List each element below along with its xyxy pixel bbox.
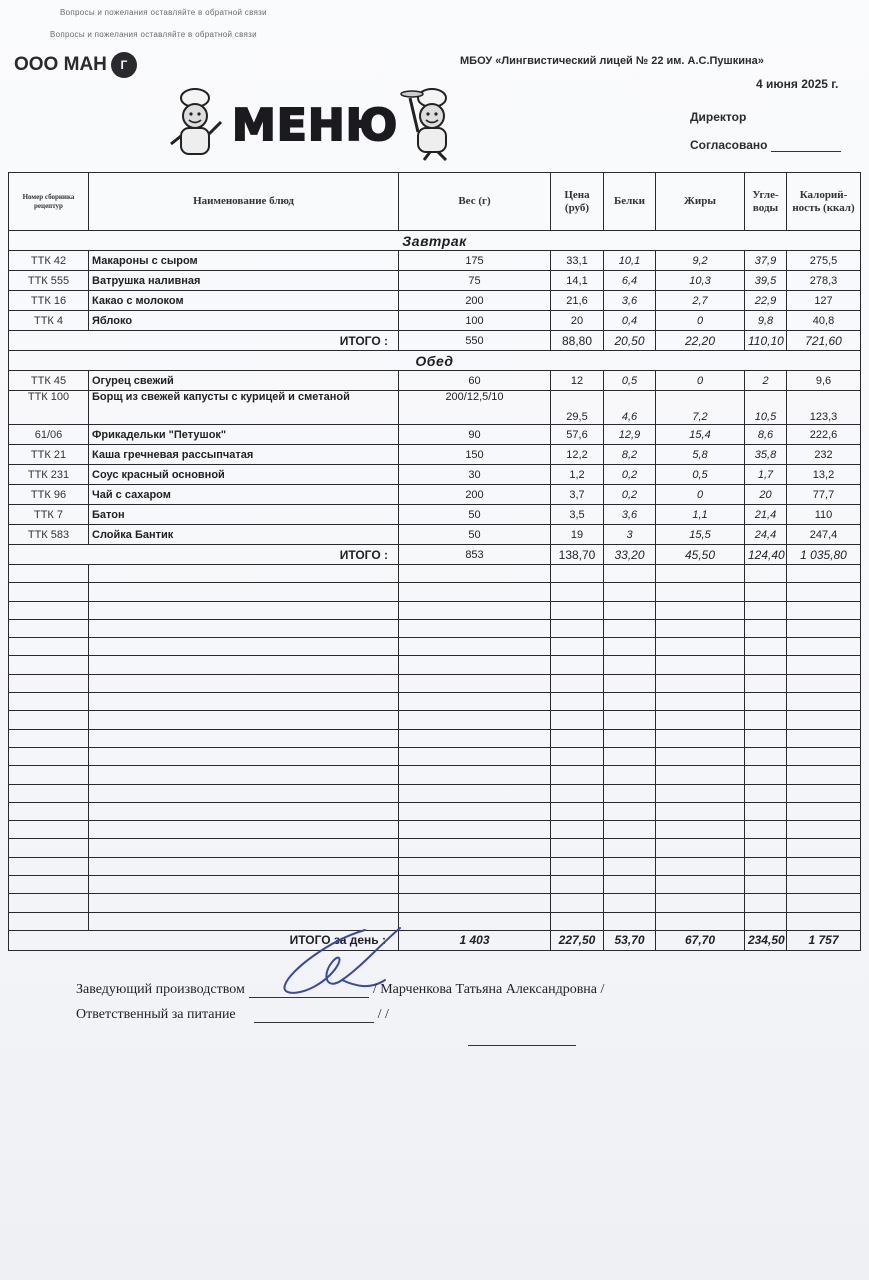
dish-protein: 6,4 [604,271,656,291]
dish-calories: 247,4 [787,525,861,545]
approved-label: Согласовано [690,138,768,152]
dish-code: ТТК 96 [9,485,89,505]
dish-protein: 0,2 [604,485,656,505]
dish-calories: 40,8 [787,311,861,331]
dish-code: ТТК 100 [9,391,89,425]
table-row [9,391,861,425]
dish-fat: 15,5 [656,525,745,545]
total-carbs: 110,10 [745,331,787,351]
menu-title: МЕНЮ [232,100,399,151]
dish-code: ТТК 555 [9,271,89,291]
total-weight: 853 [399,545,551,565]
col-carbs-header: Угле-воды [745,173,787,231]
empty-row [9,693,861,711]
table-row [9,271,861,291]
production-head-row [76,974,604,998]
dish-protein: 4,6 [604,391,656,425]
dish-carbs: 2 [745,371,787,391]
day-total-fat: 67,70 [656,930,745,950]
table-header-row [9,173,861,231]
dish-protein: 3,6 [604,291,656,311]
table-row [9,371,861,391]
dish-carbs: 35,8 [745,445,787,465]
col-fat-header: Жиры [656,173,745,231]
signature-line [254,1009,374,1023]
dish-weight: 150 [399,445,551,465]
table-row [9,505,861,525]
dish-calories: 77,7 [787,485,861,505]
dish-calories: 232 [787,445,861,465]
school-name: МБОУ «Лингвистический лицей № 22 им. А.С.Пушкина» [460,55,764,67]
dish-calories: 123,3 [787,391,861,425]
empty-row [9,876,861,894]
dish-code: 61/06 [9,425,89,445]
dish-code: ТТК 7 [9,505,89,525]
dish-name: Соус красный основной [89,465,399,485]
dish-carbs: 37,9 [745,251,787,271]
dish-fat: 5,8 [656,445,745,465]
dish-carbs: 20 [745,485,787,505]
dish-weight: 175 [399,251,551,271]
empty-row [9,839,861,857]
day-total-label: ИТОГО за день : [9,930,399,950]
dish-calories: 110 [787,505,861,525]
empty-row [9,894,861,912]
dish-weight: 30 [399,465,551,485]
chef-left-icon [165,86,225,161]
total-fat: 22,20 [656,331,745,351]
dish-price: 12 [551,371,604,391]
total-calories: 721,60 [787,331,861,351]
day-total-weight: 1 403 [399,930,551,950]
dish-carbs: 21,4 [745,505,787,525]
empty-row [9,619,861,637]
empty-row [9,711,861,729]
total-label: ИТОГО : [9,545,399,565]
empty-row [9,766,861,784]
dish-calories: 278,3 [787,271,861,291]
dish-calories: 127 [787,291,861,311]
table-row [9,311,861,331]
dish-price: 3,7 [551,485,604,505]
section-breakfast [9,231,861,251]
org-name: ООО МАН [14,54,107,75]
dish-code: ТТК 16 [9,291,89,311]
dish-name: Фрикадельки "Петушок" [89,425,399,445]
dish-name: Какао с молоком [89,291,399,311]
dish-code: ТТК 21 [9,445,89,465]
day-total-carbs: 234,50 [745,930,787,950]
dish-weight: 75 [399,271,551,291]
table-row [9,525,861,545]
dish-price: 1,2 [551,465,604,485]
dish-code: ТТК 583 [9,525,89,545]
dish-price: 57,6 [551,425,604,445]
total-protein: 33,20 [604,545,656,565]
day-total-calories: 1 757 [787,930,861,950]
col-calories-header: Калорий-ность (ккал) [787,173,861,231]
production-head-name: / Марченкова Татьяна Александровна / [372,982,605,997]
production-head-label: Заведующий производством [76,982,245,997]
empty-row [9,565,861,583]
lunch-total-row [9,545,861,565]
dish-fat: 15,4 [656,425,745,445]
dish-price: 33,1 [551,251,604,271]
dish-code: ТТК 4 [9,311,89,331]
day-total-row [9,930,861,950]
empty-row [9,583,861,601]
dish-carbs: 9,8 [745,311,787,331]
table-row [9,445,861,465]
dish-fat: 0 [656,485,745,505]
table-row [9,485,861,505]
empty-row [9,821,861,839]
dish-fat: 0 [656,311,745,331]
dish-protein: 0,4 [604,311,656,331]
table-row [9,425,861,445]
dish-calories: 9,6 [787,371,861,391]
dish-calories: 13,2 [787,465,861,485]
breakfast-total-row [9,331,861,351]
signature-line [249,984,369,998]
chef-right-icon [400,86,460,161]
menu-banner [160,78,480,163]
table-row [9,291,861,311]
dish-fat: 9,2 [656,251,745,271]
dish-name: Чай с сахаром [89,485,399,505]
approved-signature-line [771,140,841,152]
dish-weight: 50 [399,525,551,545]
dish-weight: 200/12,5/10 [399,391,551,425]
dish-weight: 200 [399,291,551,311]
dish-weight: 90 [399,425,551,445]
total-protein: 20,50 [604,331,656,351]
dish-code: ТТК 42 [9,251,89,271]
total-price: 88,80 [551,331,604,351]
dish-price: 21,6 [551,291,604,311]
empty-row [9,912,861,930]
org-logo [14,52,137,78]
nutrition-resp-name: / / [377,1007,389,1022]
dish-protein: 0,2 [604,465,656,485]
bottom-signature-line [468,1045,576,1046]
dish-carbs: 39,5 [745,271,787,291]
empty-row [9,656,861,674]
menu-date: 4 июня 2025 г. [756,77,839,91]
empty-row [9,638,861,656]
dish-protein: 3,6 [604,505,656,525]
dish-name: Ватрушка наливная [89,271,399,291]
total-weight: 550 [399,331,551,351]
dish-fat: 7,2 [656,391,745,425]
section-lunch [9,351,861,371]
dish-fat: 0,5 [656,465,745,485]
dish-fat: 0 [656,371,745,391]
col-code-header: Номер сборника рецептур [9,173,89,231]
dish-name: Каша гречневая рассыпчатая [89,445,399,465]
table-row [9,465,861,485]
dish-carbs: 22,9 [745,291,787,311]
dish-code: ТТК 45 [9,371,89,391]
dish-price: 14,1 [551,271,604,291]
dish-name: Борщ из свежей капусты с курицей и сметаной [89,391,399,425]
day-total-protein: 53,70 [604,930,656,950]
dish-fat: 10,3 [656,271,745,291]
dish-protein: 8,2 [604,445,656,465]
menu-table [8,172,861,951]
dish-carbs: 1,7 [745,465,787,485]
dish-carbs: 24,4 [745,525,787,545]
nutrition-resp-label: Ответственный за питание [76,1007,236,1022]
dish-weight: 100 [399,311,551,331]
dish-name: Огурец свежий [89,371,399,391]
dish-price: 29,5 [551,391,604,425]
top-note: Вопросы и пожелания оставляйте в обратной связи [60,8,267,17]
table-row [9,251,861,271]
empty-row [9,674,861,692]
dish-carbs: 10,5 [745,391,787,425]
dish-protein: 10,1 [604,251,656,271]
empty-row [9,857,861,875]
top-note: Вопросы и пожелания оставляйте в обратной связи [50,30,257,39]
col-name-header: Наименование блюд [89,173,399,231]
total-label: ИТОГО : [9,331,399,351]
empty-row [9,747,861,765]
dish-price: 3,5 [551,505,604,525]
signatures-block [76,974,604,1023]
section-title: Завтрак [9,231,861,251]
dish-calories: 222,6 [787,425,861,445]
approved-field [690,138,841,152]
total-fat: 45,50 [656,545,745,565]
dish-name: Макароны с сыром [89,251,399,271]
dish-protein: 12,9 [604,425,656,445]
dish-price: 20 [551,311,604,331]
dish-calories: 275,5 [787,251,861,271]
dish-protein: 3 [604,525,656,545]
dish-fat: 1,1 [656,505,745,525]
total-carbs: 124,40 [745,545,787,565]
dish-name: Батон [89,505,399,525]
dish-carbs: 8,6 [745,425,787,445]
dish-fat: 2,7 [656,291,745,311]
dish-price: 19 [551,525,604,545]
empty-row [9,784,861,802]
dish-weight: 50 [399,505,551,525]
dish-price: 12,2 [551,445,604,465]
empty-row [9,729,861,747]
col-price-header: Цена (руб) [551,173,604,231]
org-mark: Г [111,52,137,78]
dish-weight: 200 [399,485,551,505]
director-label: Директор [690,110,747,124]
col-protein-header: Белки [604,173,656,231]
empty-row [9,802,861,820]
day-total-price: 227,50 [551,930,604,950]
dish-protein: 0,5 [604,371,656,391]
dish-code: ТТК 231 [9,465,89,485]
dish-name: Яблоко [89,311,399,331]
col-weight-header: Вес (г) [399,173,551,231]
dish-name: Слойка Бантик [89,525,399,545]
total-calories: 1 035,80 [787,545,861,565]
total-price: 138,70 [551,545,604,565]
empty-row [9,601,861,619]
dish-weight: 60 [399,371,551,391]
nutrition-resp-row [76,999,604,1023]
section-title: Обед [9,351,861,371]
